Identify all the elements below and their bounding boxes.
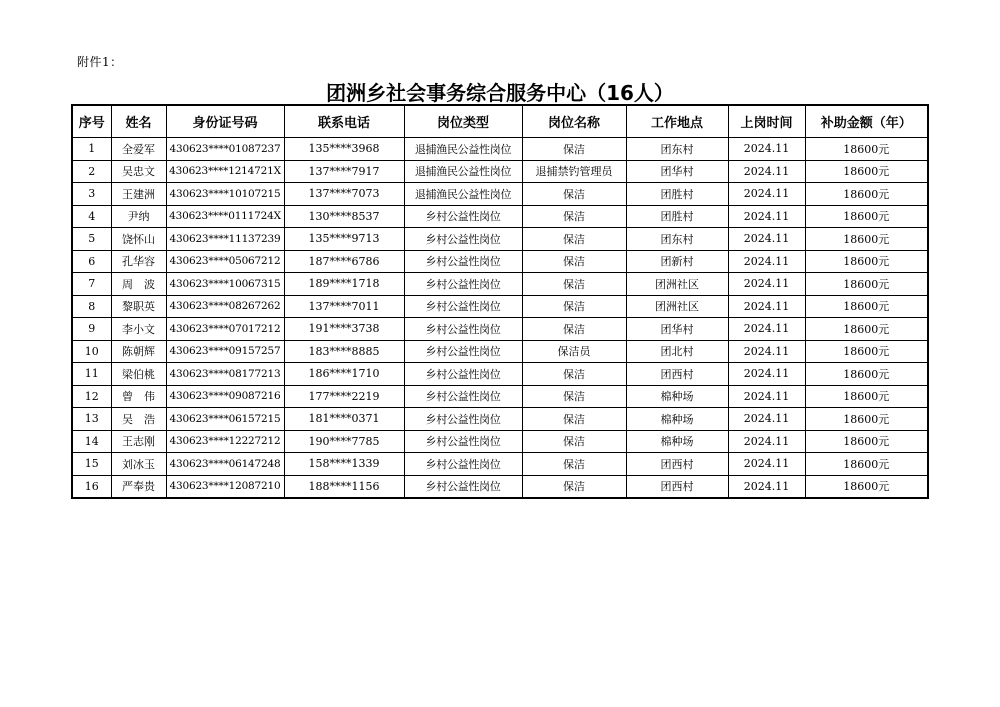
table-row <box>72 340 928 363</box>
cell-work-location: 团西村 <box>626 475 728 498</box>
cell-name: 吴忠文 <box>111 160 166 183</box>
attachment-label: 附件1： <box>77 55 123 69</box>
header-cell-id-number: 身份证号码 <box>166 105 284 138</box>
cell-start-date: 2024.11 <box>728 430 805 453</box>
table-row <box>72 385 928 408</box>
cell-work-location: 团华村 <box>626 318 728 341</box>
cell-subsidy: 18600元 <box>805 160 928 183</box>
cell-start-date: 2024.11 <box>728 363 805 386</box>
cell-position-name: 保洁 <box>522 363 626 386</box>
cell-name: 黎职英 <box>111 295 166 318</box>
cell-start-date: 2024.11 <box>728 453 805 476</box>
cell-id-number: 430623****08267262 <box>166 295 284 318</box>
cell-start-date: 2024.11 <box>728 138 805 161</box>
header-cell-name: 姓名 <box>111 105 166 138</box>
cell-position-type: 乡村公益性岗位 <box>404 295 522 318</box>
cell-subsidy: 18600元 <box>805 295 928 318</box>
cell-id-number: 430623****12227212 <box>166 430 284 453</box>
header-cell-subsidy: 补助金额（年） <box>805 105 928 138</box>
cell-id-number: 430623****01087237 <box>166 138 284 161</box>
cell-name: 严奉贵 <box>111 475 166 498</box>
cell-id-number: 430623****10107215 <box>166 183 284 206</box>
cell-id-number: 430623****07017212 <box>166 318 284 341</box>
cell-name: 饶怀山 <box>111 228 166 251</box>
header-cell-position-name: 岗位名称 <box>522 105 626 138</box>
cell-start-date: 2024.11 <box>728 408 805 431</box>
table-row <box>72 160 928 183</box>
table-row <box>72 183 928 206</box>
table-body <box>72 138 928 499</box>
table-row <box>72 273 928 296</box>
cell-position-name: 保洁 <box>522 408 626 431</box>
cell-position-name: 保洁 <box>522 295 626 318</box>
cell-id-number: 430623****05067212 <box>166 250 284 273</box>
cell-subsidy: 18600元 <box>805 408 928 431</box>
cell-subsidy: 18600元 <box>805 183 928 206</box>
cell-subsidy: 18600元 <box>805 363 928 386</box>
cell-position-name: 保洁 <box>522 250 626 273</box>
cell-name: 李小文 <box>111 318 166 341</box>
cell-position-name: 保洁 <box>522 430 626 453</box>
cell-work-location: 团洲社区 <box>626 273 728 296</box>
cell-name: 梁伯桃 <box>111 363 166 386</box>
header-cell-work-location: 工作地点 <box>626 105 728 138</box>
cell-id-number: 430623****10067315 <box>166 273 284 296</box>
cell-position-type: 乡村公益性岗位 <box>404 228 522 251</box>
cell-position-type: 乡村公益性岗位 <box>404 205 522 228</box>
cell-id-number: 430623****08177213 <box>166 363 284 386</box>
cell-work-location: 团华村 <box>626 160 728 183</box>
header-cell-position-type: 岗位类型 <box>404 105 522 138</box>
cell-position-type: 退捕渔民公益性岗位 <box>404 138 522 161</box>
cell-phone: 137****7011 <box>284 295 404 318</box>
cell-index: 3 <box>72 183 111 206</box>
cell-start-date: 2024.11 <box>728 160 805 183</box>
cell-start-date: 2024.11 <box>728 318 805 341</box>
cell-index: 1 <box>72 138 111 161</box>
cell-phone: 137****7073 <box>284 183 404 206</box>
cell-position-name: 保洁 <box>522 273 626 296</box>
cell-start-date: 2024.11 <box>728 183 805 206</box>
cell-position-type: 退捕渔民公益性岗位 <box>404 160 522 183</box>
cell-name: 全爱军 <box>111 138 166 161</box>
cell-work-location: 团新村 <box>626 250 728 273</box>
cell-position-type: 乡村公益性岗位 <box>404 430 522 453</box>
cell-id-number: 430623****09157257 <box>166 340 284 363</box>
cell-index: 14 <box>72 430 111 453</box>
cell-phone: 181****0371 <box>284 408 404 431</box>
cell-work-location: 棉种场 <box>626 430 728 453</box>
cell-position-type: 乡村公益性岗位 <box>404 250 522 273</box>
cell-work-location: 团东村 <box>626 228 728 251</box>
cell-work-location: 团洲社区 <box>626 295 728 318</box>
cell-name: 尹纳 <box>111 205 166 228</box>
cell-position-type: 乡村公益性岗位 <box>404 318 522 341</box>
cell-start-date: 2024.11 <box>728 228 805 251</box>
cell-id-number: 430623****11137239 <box>166 228 284 251</box>
staff-roster-table <box>71 104 929 499</box>
cell-work-location: 团胜村 <box>626 183 728 206</box>
cell-position-name: 保洁 <box>522 228 626 251</box>
cell-position-type: 乡村公益性岗位 <box>404 453 522 476</box>
cell-work-location: 团胜村 <box>626 205 728 228</box>
cell-subsidy: 18600元 <box>805 205 928 228</box>
cell-phone: 187****6786 <box>284 250 404 273</box>
table-row <box>72 363 928 386</box>
cell-name: 陈朝辉 <box>111 340 166 363</box>
cell-index: 13 <box>72 408 111 431</box>
header-row <box>72 105 928 138</box>
table-row <box>72 318 928 341</box>
cell-name: 吴 浩 <box>111 408 166 431</box>
cell-index: 4 <box>72 205 111 228</box>
cell-phone: 137****7917 <box>284 160 404 183</box>
cell-subsidy: 18600元 <box>805 318 928 341</box>
cell-start-date: 2024.11 <box>728 273 805 296</box>
cell-phone: 190****7785 <box>284 430 404 453</box>
cell-subsidy: 18600元 <box>805 228 928 251</box>
cell-phone: 188****1156 <box>284 475 404 498</box>
cell-position-type: 乡村公益性岗位 <box>404 363 522 386</box>
cell-start-date: 2024.11 <box>728 295 805 318</box>
cell-phone: 186****1710 <box>284 363 404 386</box>
cell-position-name: 保洁员 <box>522 340 626 363</box>
cell-work-location: 团西村 <box>626 363 728 386</box>
cell-index: 5 <box>72 228 111 251</box>
header-cell-start-date: 上岗时间 <box>728 105 805 138</box>
table-row <box>72 408 928 431</box>
cell-phone: 183****8885 <box>284 340 404 363</box>
cell-position-type: 乡村公益性岗位 <box>404 340 522 363</box>
cell-position-name: 保洁 <box>522 385 626 408</box>
cell-subsidy: 18600元 <box>805 385 928 408</box>
cell-phone: 177****2219 <box>284 385 404 408</box>
cell-subsidy: 18600元 <box>805 453 928 476</box>
cell-index: 8 <box>72 295 111 318</box>
cell-index: 12 <box>72 385 111 408</box>
cell-index: 2 <box>72 160 111 183</box>
cell-phone: 130****8537 <box>284 205 404 228</box>
cell-start-date: 2024.11 <box>728 205 805 228</box>
cell-name: 曾 伟 <box>111 385 166 408</box>
cell-subsidy: 18600元 <box>805 273 928 296</box>
table-row <box>72 430 928 453</box>
cell-index: 7 <box>72 273 111 296</box>
cell-position-type: 退捕渔民公益性岗位 <box>404 183 522 206</box>
cell-name: 刘冰玉 <box>111 453 166 476</box>
cell-start-date: 2024.11 <box>728 385 805 408</box>
cell-name: 周 波 <box>111 273 166 296</box>
cell-subsidy: 18600元 <box>805 475 928 498</box>
cell-phone: 191****3738 <box>284 318 404 341</box>
cell-position-name: 保洁 <box>522 205 626 228</box>
cell-work-location: 团西村 <box>626 453 728 476</box>
table-row <box>72 228 928 251</box>
cell-position-name: 退捕禁钓管理员 <box>522 160 626 183</box>
cell-start-date: 2024.11 <box>728 250 805 273</box>
cell-index: 16 <box>72 475 111 498</box>
cell-id-number: 430623****1214721X <box>166 160 284 183</box>
cell-position-name: 保洁 <box>522 453 626 476</box>
cell-position-type: 乡村公益性岗位 <box>404 408 522 431</box>
table-row <box>72 205 928 228</box>
cell-position-name: 保洁 <box>522 475 626 498</box>
cell-start-date: 2024.11 <box>728 340 805 363</box>
cell-subsidy: 18600元 <box>805 430 928 453</box>
cell-work-location: 团东村 <box>626 138 728 161</box>
cell-start-date: 2024.11 <box>728 475 805 498</box>
cell-id-number: 430623****06157215 <box>166 408 284 431</box>
table-row <box>72 475 928 498</box>
cell-subsidy: 18600元 <box>805 138 928 161</box>
cell-phone: 189****1718 <box>284 273 404 296</box>
page-title: 团洲乡社会事务综合服务中心（16人） <box>326 81 674 105</box>
cell-phone: 158****1339 <box>284 453 404 476</box>
table-row <box>72 138 928 161</box>
cell-name: 王建洲 <box>111 183 166 206</box>
cell-work-location: 棉种场 <box>626 408 728 431</box>
cell-work-location: 棉种场 <box>626 385 728 408</box>
header-cell-phone: 联系电话 <box>284 105 404 138</box>
cell-id-number: 430623****09087216 <box>166 385 284 408</box>
header-cell-index: 序号 <box>72 105 111 138</box>
cell-id-number: 430623****0111724X <box>166 205 284 228</box>
cell-index: 11 <box>72 363 111 386</box>
cell-name: 孔华容 <box>111 250 166 273</box>
cell-index: 15 <box>72 453 111 476</box>
cell-position-type: 乡村公益性岗位 <box>404 385 522 408</box>
cell-position-type: 乡村公益性岗位 <box>404 475 522 498</box>
cell-work-location: 团北村 <box>626 340 728 363</box>
cell-subsidy: 18600元 <box>805 340 928 363</box>
cell-subsidy: 18600元 <box>805 250 928 273</box>
cell-index: 10 <box>72 340 111 363</box>
cell-index: 6 <box>72 250 111 273</box>
cell-position-name: 保洁 <box>522 318 626 341</box>
cell-name: 王志刚 <box>111 430 166 453</box>
cell-position-name: 保洁 <box>522 138 626 161</box>
cell-position-name: 保洁 <box>522 183 626 206</box>
table-row <box>72 453 928 476</box>
cell-phone: 135****9713 <box>284 228 404 251</box>
cell-index: 9 <box>72 318 111 341</box>
table-row <box>72 295 928 318</box>
cell-id-number: 430623****06147248 <box>166 453 284 476</box>
table-row <box>72 250 928 273</box>
cell-id-number: 430623****12087210 <box>166 475 284 498</box>
cell-position-type: 乡村公益性岗位 <box>404 273 522 296</box>
cell-phone: 135****3968 <box>284 138 404 161</box>
